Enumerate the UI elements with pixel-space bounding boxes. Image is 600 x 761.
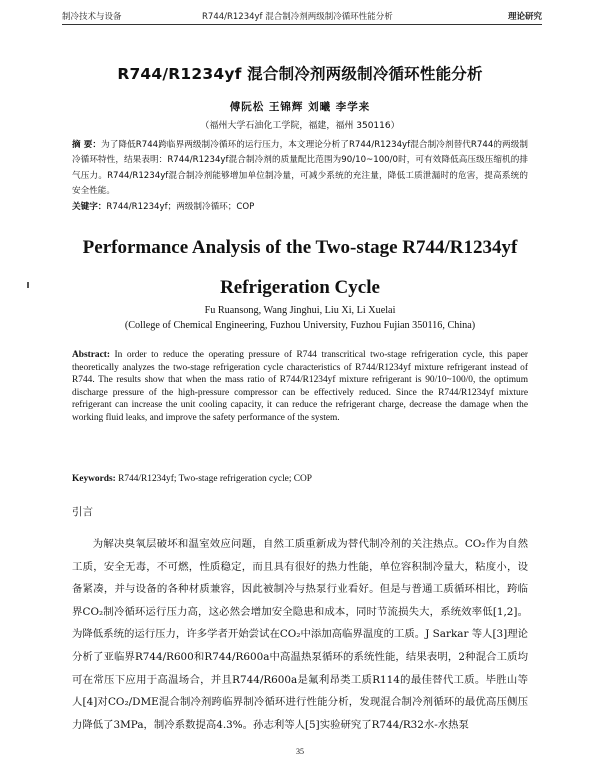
english-abstract: [72, 349, 528, 425]
english-keywords-label: Keywords:: [72, 474, 116, 484]
english-authors: Fu Ruansong, Wang Jinghui, Liu Xi, Li Xuelai: [204, 305, 396, 316]
chinese-affiliation: （福州大学石油化工学院，福建，福州 350116）: [200, 121, 400, 131]
introduction-heading: 引言: [72, 506, 93, 518]
english-keywords-text: R744/R1234yf; Two-stage refrigeration cycle; COP: [118, 474, 313, 484]
chinese-abstract-text: 为了降低R744跨临界两级制冷循环的运行压力，本文理论分析了R744/R1234yf混合制冷剂替代R744的两级制冷循环特性，结果表明：R744/R1234yf混合制冷剂的质量配比范围为90/10~100/0时，可有效降低高压级压缩机的排气压力。R744/R1234yf混合制冷剂能够增加单位制冷量，可减少系统的充注量，降低工质泄漏时的危害，提高系统的安全性能。: [72, 140, 528, 197]
chinese-keywords: [72, 200, 528, 214]
english-title-line2: Refrigeration Cycle: [220, 277, 380, 298]
english-keywords: [72, 474, 528, 484]
chinese-keywords-label: 关键字：: [72, 202, 107, 212]
english-abstract-label: Abstract:: [72, 350, 111, 360]
english-title: [0, 233, 600, 303]
introduction-body: [72, 533, 528, 736]
section-name: 理论研究: [507, 12, 542, 22]
chinese-authors: 傅阮松 王锦辉 刘曦 李学来: [229, 101, 371, 113]
header-divider: [62, 24, 542, 25]
journal-name: 制冷技术与设备: [62, 12, 122, 22]
chinese-abstract-label: 摘 要：: [72, 140, 102, 150]
chinese-title: R744/R1234yf 混合制冷剂两级制冷循环性能分析: [117, 65, 483, 83]
english-affiliation: (College of Chemical Engineering, Fuzhou University, Fuzhou Fujian 350116, China): [124, 320, 476, 331]
chinese-keywords-text: R744/R1234yf；两级制冷循环；COP: [106, 202, 255, 212]
running-title: R744/R1234yf 混合制冷剂两级制冷循环性能分析: [202, 12, 393, 22]
introduction-paragraph: 为解决臭氧层破坏和温室效应问题，自然工质重新成为替代制冷剂的关注热点。CO₂作为自然工质，安全无毒，不可燃，性质稳定，而且具有很好的热力性能，单位容积制冷量大，粘度小，设备紧凑，并与设备的各种材质兼容，因此被制冷与热泵行业看好。但是与普通工质循环相比，跨临界CO₂制冷循环运行压力高，这必然会增加安全隐患和成本，同时节流损失大，系统效率低[1,2]。为降低系统的运行压力，许多学者开始尝试在CO₂中添加高临界温度的工质。J Sarkar 等人[3]理论分析了亚临界R744/R600和R744/R600a中高温热泵循环的系统性能，结果表明，2种混合工质均可在常压下应用于高温场合，并且R744/R600a是氟利昂类工质R114的最佳替代工质。毕胜山等人[4]对CO₂/DME混合制冷剂跨临界制冷循环进行性能分析，发现混合制冷剂循环的最优高压侧压力降低了3MPa，制冷系数提高4.3%。孙志利等人[5]实验研究了R744/R32水-水热泵: [72, 538, 528, 731]
page-number: 35: [296, 747, 304, 756]
chinese-abstract: [72, 138, 528, 200]
english-title-line1: Performance Analysis of the Two-stage R744/R1234yf: [82, 237, 518, 258]
english-abstract-text: In order to reduce the operating pressure of R744 transcritical two-stage refrigeration cycle, this paper theoretically analyzes the two-stage refrigeration cycle characteristics of R744/R1234yf mixture refrigerant instead of R744. The results show that when the mass ratio of R744/R1234yf mixture refrigerant is 90/10~100/0, the optimum discharge pressure of the high-pressure compressor can be effectively reduced. Since the R744/R1234yf mixture refrigerant can increase the unit cooling capacity, it can reduce the refrigerant charge, decrease the damage when the working fluid leaks, and improve the safety performance of the system.: [72, 350, 529, 423]
